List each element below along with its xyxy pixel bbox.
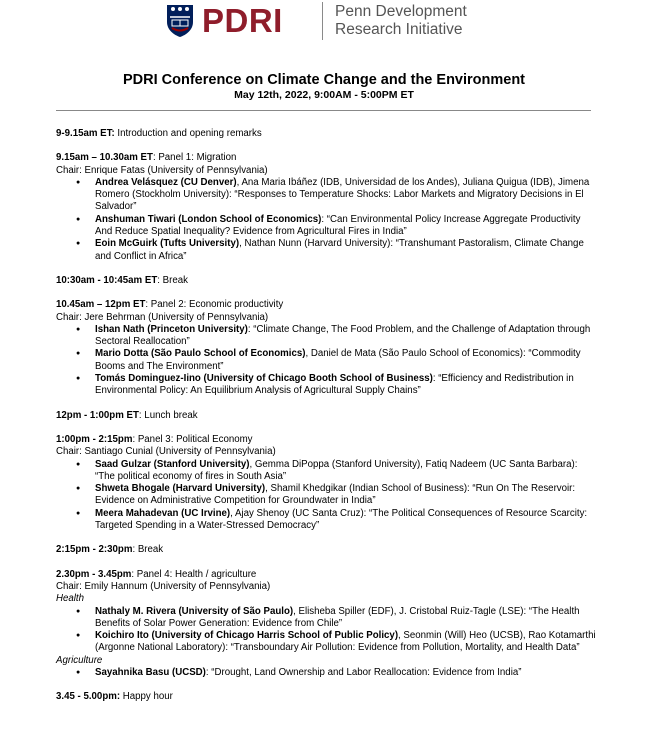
presentation-list [56,667,596,679]
presenting-author: Sayahnika Basu (UCSD) [95,666,206,678]
session [56,152,596,263]
page-title: PDRI Conference on Climate Change and the Environment [122,72,526,88]
logo-subtitle [335,3,467,39]
title-block [0,71,648,102]
session-heading [56,434,596,446]
penn-shield-icon [166,4,194,38]
presentation-item [95,177,596,214]
presentation-details: , Shamil Khedgikar (Indian School of Business): “Run On The Reservoir: Evidence on Administrative Competition for Groundwater in India” [95,483,576,507]
session [56,275,596,287]
session-time: 2.30pm - 3.45pm [56,568,132,580]
session-time: 10:30am - 10:45am ET [56,274,158,286]
session-description: : Lunch break [138,409,198,421]
presentation-details: , Elisheba Spiller (EDF), J. Cristobal Ruiz-Tagle (LSE): “The Health Benefits of Solar Power Generation: Evidence from Chile” [95,605,580,629]
session-time: 9-9.15am ET: [56,128,115,139]
presentation-details: , Daniel de Mata (São Paulo School of Economics): “Commodity Booms and The Environment” [95,348,581,372]
presentation-list [56,606,596,655]
session-heading [56,152,596,164]
session [56,299,596,397]
session-description: : Panel 1: Migration [152,152,237,164]
presenting-author: Mario Dotta (São Paulo School of Economics) [95,348,306,360]
session-chair: Chair: Enrique Fatas (University of Pennsylvania) [56,164,268,176]
presentation-details: , Gemma DiPoppa (Stanford University), Fatiq Nadeem (UC Santa Barbara): “The political economy of fires in South Asia” [95,458,578,482]
session [56,691,596,703]
presentation-item [95,459,596,484]
session-time: 2:15pm - 2:30pm [56,544,133,556]
session [56,569,596,680]
subsection-label: Agriculture [56,654,103,666]
presenting-author: Eoin McGuirk (Tufts University) [95,238,240,250]
presentation-details: : “Efficiency and Redistribution in Environmental Policy: An Equilibrium Analysis of Agricultural Supply Chains” [95,373,574,397]
session-heading [56,544,596,556]
session [56,128,596,140]
presentation-details: , Nathan Nunn (Harvard University): “Transhumant Pastoralism, Climate Change and Conflict in Africa” [95,238,584,262]
logo-line-2: Research Initiative [335,21,463,38]
presenting-author: Saad Gulzar (Stanford University) [95,458,250,470]
session-description: : Panel 3: Political Economy [132,433,253,445]
presentation-item [95,373,596,398]
presentation-item [95,348,596,373]
presenting-author: Anshuman Tiwari (London School of Economics) [95,213,322,225]
presentation-item [95,508,596,533]
session-description: Happy hour [120,691,173,703]
divider [56,110,591,111]
presenting-author: Shweta Bhogale (Harvard University) [95,483,266,495]
session-heading [56,410,596,422]
session-heading [56,128,596,140]
session-time: 12pm - 1:00pm ET [56,409,139,421]
presentation-list [56,459,596,533]
session-time: 9.15am – 10.30am ET [56,152,153,164]
session-description: : Panel 4: Health / agriculture [131,568,257,580]
presenting-author: Koichiro Ito (University of Chicago Harris School of Public Policy) [95,630,399,642]
session-heading [56,299,596,311]
presentation-details: , Seonmin (Will) Heo (UCSB), Rao Kotamarthi (Argonne National Laboratory): “Transboundary Air Pollution: Evidence from Pollution, Mortality, and Health Data” [95,630,596,654]
session-time: 1:00pm - 2:15pm [56,433,133,445]
page-subtitle: May 12th, 2022, 9:00AM - 5:00PM ET [234,89,414,101]
session [56,434,596,532]
presentation-item [95,238,596,263]
session-description: : Break [132,544,164,556]
presentation-item [95,630,596,655]
session-description: : Panel 2: Economic productivity [145,299,284,311]
session-chair: Chair: Jere Behrman (University of Pennsylvania) [56,311,269,323]
presentation-item [95,324,596,349]
presentation-list [56,324,596,398]
presentation-details: : “Drought, Land Ownership and Labor Reallocation: Evidence from India” [205,666,522,678]
presentation-details: , Ana Maria Ibáñez (IDB, Universidad de los Andes), Juliana Quigua (IDB), Jimena Romero (Stockholm University): “Responses to Temperature Shocks: Labor Markets and Migratory Decisions in El Salvador” [95,176,590,213]
session-heading [56,569,596,581]
presentation-item [95,214,596,239]
presentation-list [56,177,596,263]
program [56,128,596,716]
presenting-author: Nathaly M. Rivera (University of São Paulo) [95,605,294,617]
subsection-label: Health [56,593,85,605]
presentation-item [95,667,596,679]
page-header [0,0,648,48]
presenting-author: Ishan Nath (Princeton University) [95,323,248,335]
session-description: : Break [157,274,188,286]
presentation-details: , Ajay Shenoy (UC Santa Cruz): “The Political Consequences of Resource Scarcity: Targeted Spending in a Water-Stressed Democracy” [95,507,588,532]
presentation-item [95,606,596,631]
session-time: 3.45 - 5.00pm: [56,691,121,703]
logo-line-1: Penn Development [335,3,467,20]
session [56,544,596,556]
session-heading [56,691,596,703]
session-chair: Chair: Santiago Cunial (University of Pennsylvania) [56,446,276,458]
presentation-details: : “Climate Change, The Food Problem, and the Challenge of Adaptation through Sectoral Reallocation” [95,323,591,348]
presenting-author: Meera Mahadevan (UC Irvine) [95,507,231,519]
session-description: Introduction and opening remarks [114,128,262,139]
session-time: 10.45am – 12pm ET [56,299,146,311]
session-chair: Chair: Emily Hannum (University of Pennsylvania) [56,580,271,592]
presentation-details: : “Can Environmental Policy Increase Aggregate Productivity And Reduce Spatial Inequality? Evidence from Agricultural Fires in India” [95,213,581,238]
logo-acronym: PDRI [202,2,283,39]
presenting-author: Tomás Dominguez-Iino (University of Chicago Booth School of Business) [95,373,433,385]
logo-divider [322,2,323,40]
session-heading [56,275,596,287]
session [56,410,596,422]
presentation-item [95,483,596,508]
presenting-author: Andrea Velásquez (CU Denver) [95,176,237,188]
